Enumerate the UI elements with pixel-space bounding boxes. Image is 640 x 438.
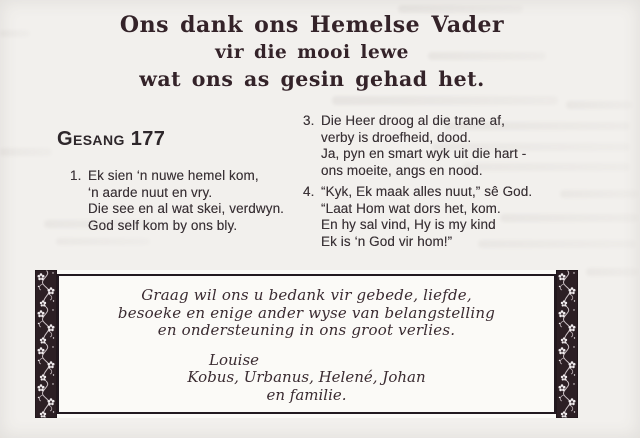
signature-line: Louise xyxy=(209,350,260,369)
floral-vine-border-icon xyxy=(556,270,578,418)
dedication-header xyxy=(0,10,624,93)
dedication-line: vir die mooi lewe xyxy=(215,42,409,63)
bleed-through-smudge xyxy=(0,148,52,156)
verse-line: Ja, pyn en smart wyk uit die hart - xyxy=(321,146,527,161)
thanks-message-panel xyxy=(57,274,556,414)
bleed-through-smudge xyxy=(566,101,632,109)
thanks-message-line: besoeke en enige ander wyse van belangstelling xyxy=(117,303,496,322)
floral-vine-border-icon xyxy=(35,270,57,418)
bleed-through-smudge xyxy=(56,238,150,245)
verse-number: 4. xyxy=(303,184,315,199)
verse-line: Ek is ‘n God vir hom!” xyxy=(321,233,453,249)
hymn-verse-1 xyxy=(70,168,284,234)
hymn-verse-4 xyxy=(303,184,532,250)
thanks-box xyxy=(35,270,578,418)
verse-line: “Kyk, Ek maak alles nuut,” sê God. xyxy=(321,184,533,199)
verse-lines xyxy=(321,184,532,250)
hymn-verse-3 xyxy=(303,113,526,179)
verse-lines xyxy=(88,168,284,234)
hymn-heading: Gesang 177 xyxy=(57,128,166,150)
verse-number: 3. xyxy=(303,113,315,128)
signatures xyxy=(67,352,546,405)
signature-line: Kobus, Urbanus, Helené, Johan xyxy=(187,368,426,386)
dedication-line: wat ons as gesin gehad het. xyxy=(139,67,485,91)
thanks-message-line: Graag wil ons u bedank vir gebede, liefde, xyxy=(141,286,472,304)
verse-number: 1. xyxy=(70,168,82,183)
thanks-message-line: en ondersteuning in ons groot verlies. xyxy=(157,321,456,339)
verse-lines xyxy=(321,113,526,179)
verse-line: Die Heer droog al die trane af, xyxy=(321,113,505,128)
bleed-through-smudge xyxy=(332,96,558,105)
bleed-through-smudge xyxy=(586,268,638,276)
verse-line: “Laat Hom wat dors het, kom. xyxy=(321,200,501,216)
verse-line: En hy sal vind, Hy is my kind xyxy=(321,217,496,232)
verse-line: God self kom by ons bly. xyxy=(88,217,238,233)
verse-line: Ek sien ‘n nuwe hemel kom, xyxy=(88,168,259,183)
verse-line: ‘n aarde nuut en vry. xyxy=(88,184,213,200)
bleed-through-smudge xyxy=(560,190,638,198)
verse-line: Die see en al wat skei, verdwyn. xyxy=(88,201,285,216)
verse-line: verby is droefheid, dood. xyxy=(321,129,472,145)
signature-line: en familie. xyxy=(266,385,347,404)
dedication-line: Ons dank ons Hemelse Vader xyxy=(119,12,505,38)
verse-line: ons moeite, angs en nood. xyxy=(321,162,483,178)
